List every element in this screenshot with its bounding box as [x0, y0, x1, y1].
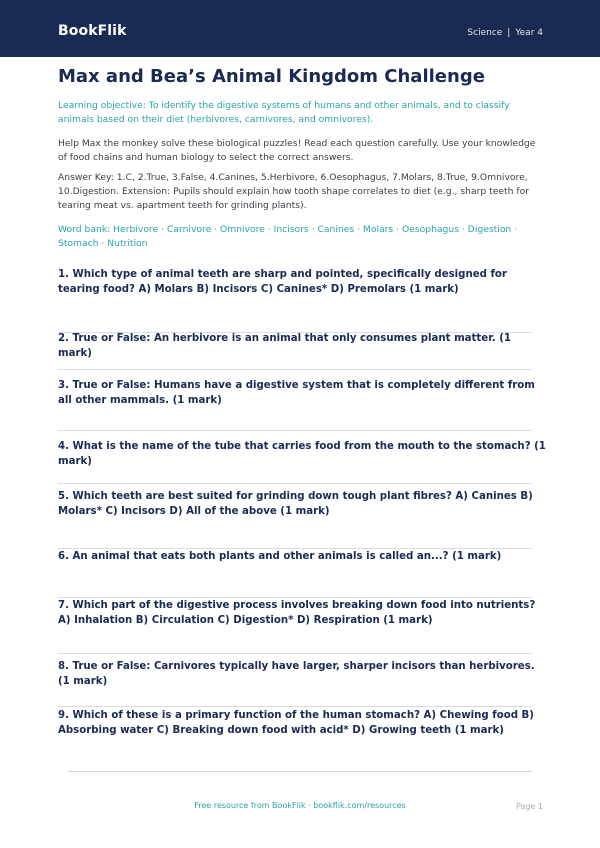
word-bank: Word bank: Herbivore · Carnivore · Omnivore · Incisors · Canines · Molars · Oesophagus · Digestion · Stomach · Nutrition [58, 224, 518, 249]
question-2: 2. True or False: An herbivore is an animal that only consumes plant matter. (1 mark) [58, 333, 511, 359]
answer-line-3[interactable] [58, 430, 532, 431]
subject-year-label [467, 28, 543, 38]
worksheet-title: Max and Bea’s Animal Kingdom Challenge [58, 66, 485, 87]
subject-label: Science [467, 28, 503, 38]
answer-line-8[interactable] [58, 706, 532, 707]
question-9: 9. Which of these is a primary function of the human stomach? A) Chewing food B) Absorbing water C) Breaking down food with acid* D) Growing teeth (1 mark) [58, 710, 534, 736]
question-8: 8. True or False: Carnivores typically have larger, sharper incisors than herbivores. (1 mark) [58, 661, 535, 687]
question-1: 1. Which type of animal teeth are sharp and pointed, specifically designed for tearing food? A) Molars B) Incisors C) Canines* D) Premolars (1 mark) [58, 269, 507, 295]
intro-text: Help Max the monkey solve these biological puzzles! Read each question carefully. Use your knowledge of food chains and human biology to select the correct answers. [58, 138, 536, 163]
question-6: 6. An animal that eats both plants and other animals is called an...? (1 mark) [58, 551, 502, 562]
brand-logo-text: BookFlik [58, 23, 127, 39]
answer-line-2[interactable] [58, 369, 532, 370]
answer-key: Answer Key: 1.C, 2.True, 3.False, 4.Canines, 5.Herbivore, 6.Oesophagus, 7.Molars, 8.True, 9.Omnivore, 10.Digestion. Extension: Pupils should explain how tooth shape correlates to diet (e.g., sharp teeth for tearing meat vs. apartment teeth for grinding plants). [58, 172, 529, 211]
question-3: 3. True or False: Humans have a digestive system that is completely different from all other mammals. (1 mark) [58, 380, 535, 406]
year-label: Year 4 [515, 28, 543, 38]
footer-resource-link[interactable]: Free resource from BookFlik · bookflik.com/resources [194, 801, 406, 810]
learning-objective: Learning objective: To identify the digestive systems of humans and other animals, and to classify animals based on their diet (herbivores, carnivores, and omnivores). [58, 100, 510, 125]
answer-line-4[interactable] [58, 483, 532, 484]
question-5: 5. Which teeth are best suited for grinding down tough plant fibres? A) Canines B) Molars* C) Incisors D) All of the above (1 mark) [58, 491, 533, 517]
question-4: 4. What is the name of the tube that carries food from the mouth to the stomach? (1 mark) [58, 441, 546, 467]
answer-line-7[interactable] [58, 653, 532, 654]
page-header [0, 0, 600, 57]
footer-divider [68, 771, 532, 772]
meta-separator: | [507, 28, 511, 38]
question-7: 7. Which part of the digestive process involves breaking down food into nutrients? A) Inhalation B) Circulation C) Digestion* D) Respiration (1 mark) [58, 600, 536, 626]
page-number: Page 1 [516, 802, 543, 811]
